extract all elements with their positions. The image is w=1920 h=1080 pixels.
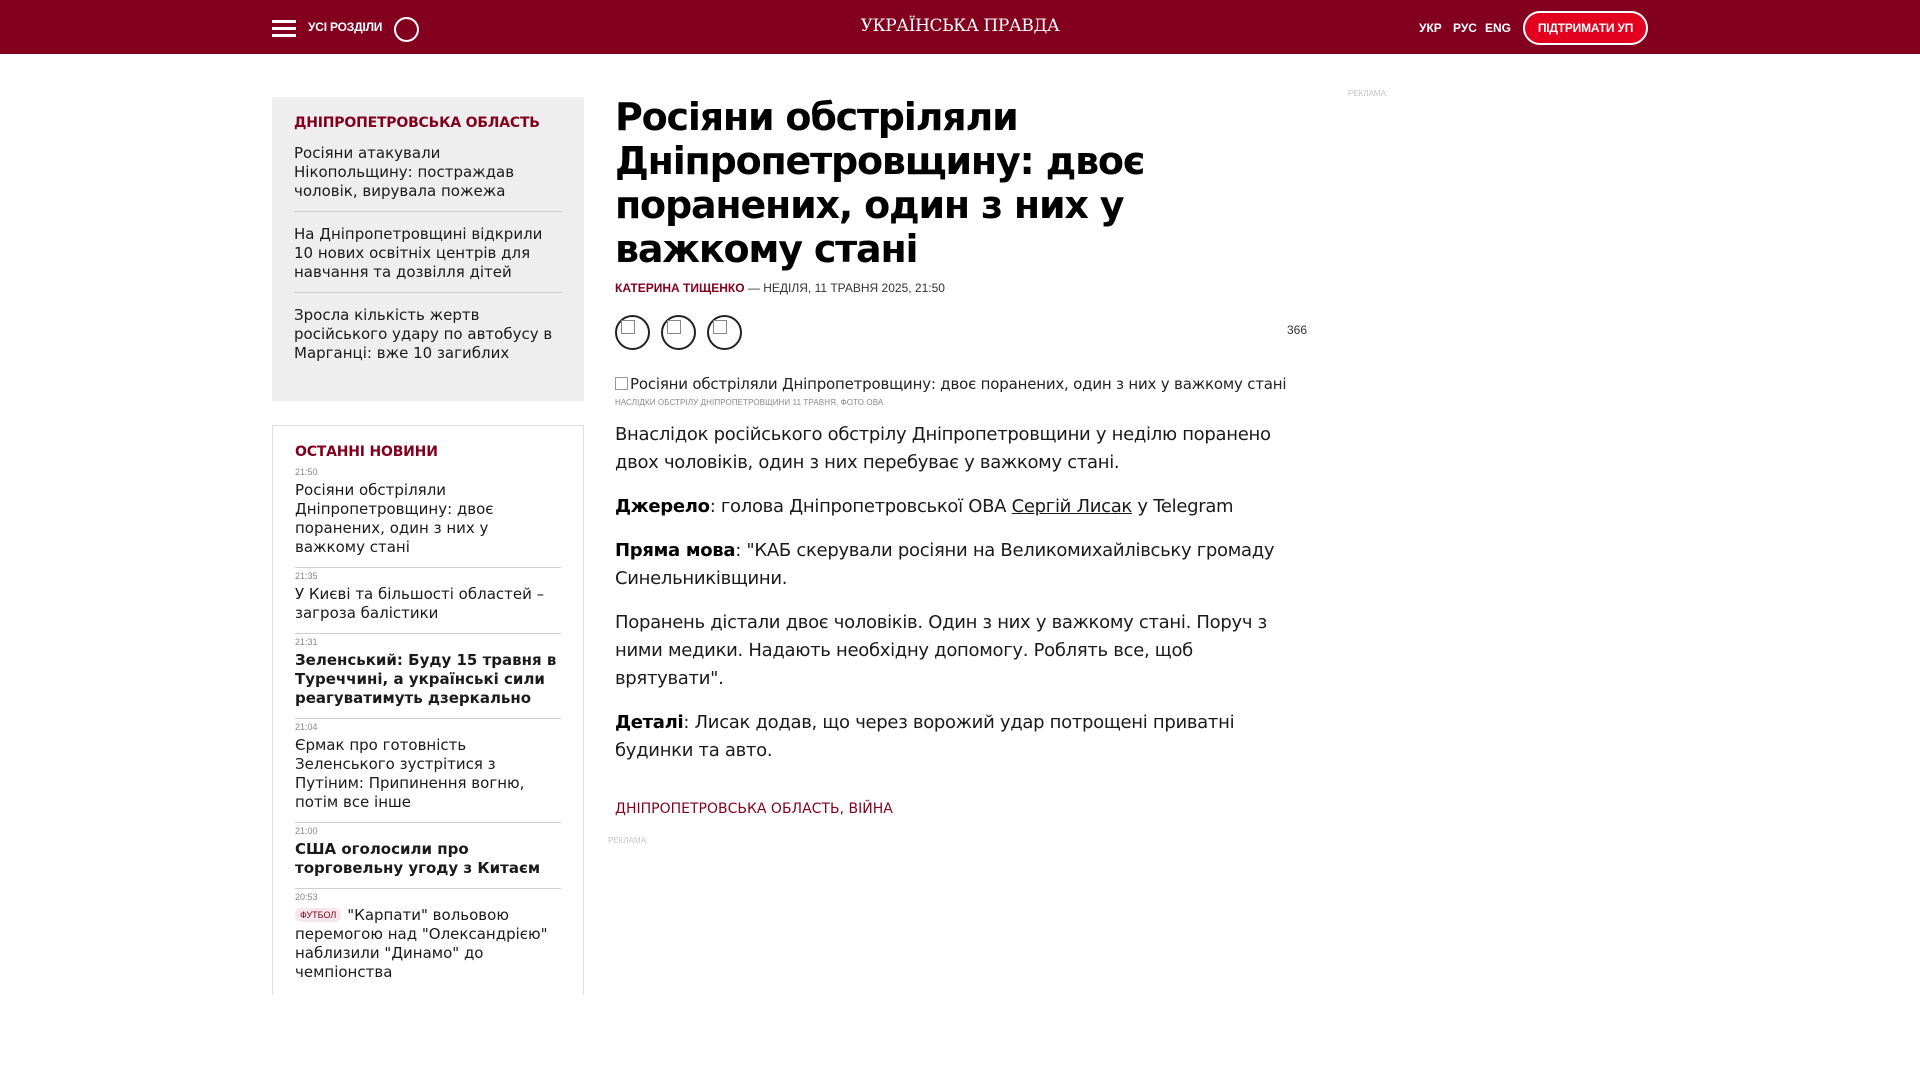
region-news-item[interactable]: Росіяни атакували Нікопольщину: постраждав чоловік, вирувала пожежа (294, 131, 562, 212)
category-tag[interactable]: ФУТБОЛ (295, 908, 341, 922)
article-body (615, 421, 1305, 765)
news-time: 21:31 (295, 637, 318, 647)
region-news-item[interactable]: Зросла кількість жертв російського удару по автобусу в Марганці: вже 10 загиблих (294, 306, 553, 362)
article-paragraph (615, 537, 1305, 593)
news-title[interactable]: Росіяни обстріляли Дніпропетровщину: двоє поранених, один з них у важкому стані (295, 481, 494, 556)
latest-news-item[interactable] (295, 823, 561, 889)
article-paragraph: Внаслідок російського обстрілу Дніпропетровщини у неділю поранено двох чоловіків, один з них перебуває у важкому стані. (615, 424, 1271, 473)
telegram-share-icon[interactable] (707, 315, 742, 350)
latest-news-title[interactable]: ОСТАННІ НОВИНИ (295, 444, 438, 460)
news-time: 21:00 (295, 826, 318, 836)
all-sections-link[interactable]: УСІ РОЗДІЛИ (308, 20, 383, 34)
lang-ukr[interactable]: УКР (1419, 21, 1442, 35)
latest-news-item[interactable] (295, 719, 561, 823)
latest-news-box (272, 425, 584, 995)
views-count: 366 (1286, 323, 1307, 337)
article-image (615, 375, 1305, 393)
article-byline (615, 281, 1305, 295)
news-title-with-tag[interactable] (295, 906, 561, 982)
facebook-share-icon[interactable] (615, 315, 650, 350)
article-paragraph (615, 493, 1305, 521)
article-paragraph (615, 709, 1305, 765)
paragraph-text: у Telegram (1132, 496, 1234, 517)
tag-war[interactable]: ВІЙНА (848, 801, 893, 817)
image-alt-text: Росіяни обстріляли Дніпропетровщину: двоє поранених, один з них у важкому стані (630, 375, 1287, 393)
region-news-item[interactable]: На Дніпропетровщині відкрили 10 нових освітніх центрів для навчання та дозвілля дітей (294, 212, 562, 293)
news-title[interactable]: "Карпати" вольовою перемогою над "Олександрією" наблизили "Динамо" до чемпіонства (295, 906, 548, 981)
latest-news-item[interactable] (295, 568, 561, 634)
news-title[interactable]: США оголосили про торговельну угоду з Китаєм (295, 840, 541, 877)
lang-eng[interactable]: ENG (1485, 21, 1512, 35)
details-label: Деталі (615, 712, 684, 733)
latest-news-item[interactable] (295, 889, 561, 992)
article-title: Росіяни обстріляли Дніпропетровщину: двоє поранених, один з них у важкому стані (615, 95, 1145, 271)
tag-separator: , (839, 801, 849, 817)
source-person-link[interactable]: Сергій Лисак (1011, 496, 1133, 517)
region-news-list (294, 131, 562, 373)
quote-label: Пряма мова (615, 540, 736, 561)
paragraph-text: : Лисак додав, що через ворожий удар потрощені приватні будинки та авто. (615, 712, 1235, 761)
broken-image-icon (615, 377, 628, 390)
x-share-icon[interactable] (661, 315, 696, 350)
share-row (615, 315, 1305, 351)
region-news-box (272, 97, 584, 401)
image-caption: НАСЛІДКИ ОБСТРІЛУ ДНІПРОПЕТРОВЩИНИ 11 ТРАВНЯ, ФОТО ОВА (615, 398, 884, 407)
ad-label-right: РЕКЛАМА: (1348, 89, 1389, 98)
article (615, 95, 1305, 817)
ad-label-bottom: РЕКЛАМА: (608, 836, 649, 845)
latest-news-item[interactable] (295, 634, 561, 719)
publish-date: — НЕДІЛЯ, 11 ТРАВНЯ 2025, 21:50 (747, 281, 945, 295)
latest-news-item[interactable] (295, 464, 561, 568)
news-time: 21:50 (295, 467, 318, 477)
news-time: 20:53 (295, 892, 318, 902)
top-navbar (0, 0, 1920, 54)
article-tags (615, 801, 1305, 817)
news-title[interactable]: Єрмак про готовність Зеленського зустрітися з Путіним: Припинення вогню, потім все інше (295, 736, 525, 811)
source-label: Джерело (615, 496, 710, 517)
paragraph-text: : "КАБ скерували росіяни на Великомихайлівську громаду Синельниківщини. (615, 540, 1275, 589)
lang-rus[interactable]: РУС (1453, 21, 1477, 35)
support-button[interactable]: ПІДТРИМАТИ УП (1523, 11, 1648, 45)
region-title[interactable]: ДНІПРОПЕТРОВСЬКА ОБЛАСТЬ (294, 115, 540, 131)
tag-region[interactable]: ДНІПРОПЕТРОВСЬКА ОБЛАСТЬ (615, 801, 840, 817)
site-logo[interactable]: УКРАЇНСЬКА ПРАВДА (860, 16, 1060, 36)
author-link[interactable]: КАТЕРИНА ТИЩЕНКО (615, 281, 745, 295)
news-time: 21:04 (295, 722, 318, 732)
paragraph-text: : голова Дніпропетровської ОВА (709, 496, 1012, 517)
news-time: 21:35 (295, 571, 318, 581)
news-title[interactable]: Зеленський: Буду 15 травня в Туреччині, а українські сили реагуватимуть дзеркально (295, 651, 557, 707)
news-title[interactable]: У Києві та більшості областей – загроза балістики (295, 585, 545, 622)
article-paragraph: Поранень дістали двоє чоловіків. Один з них у важкому стані. Поруч з ними медики. Надають необхідну допомогу. Роблять все, щоб врятувати". (615, 612, 1267, 689)
